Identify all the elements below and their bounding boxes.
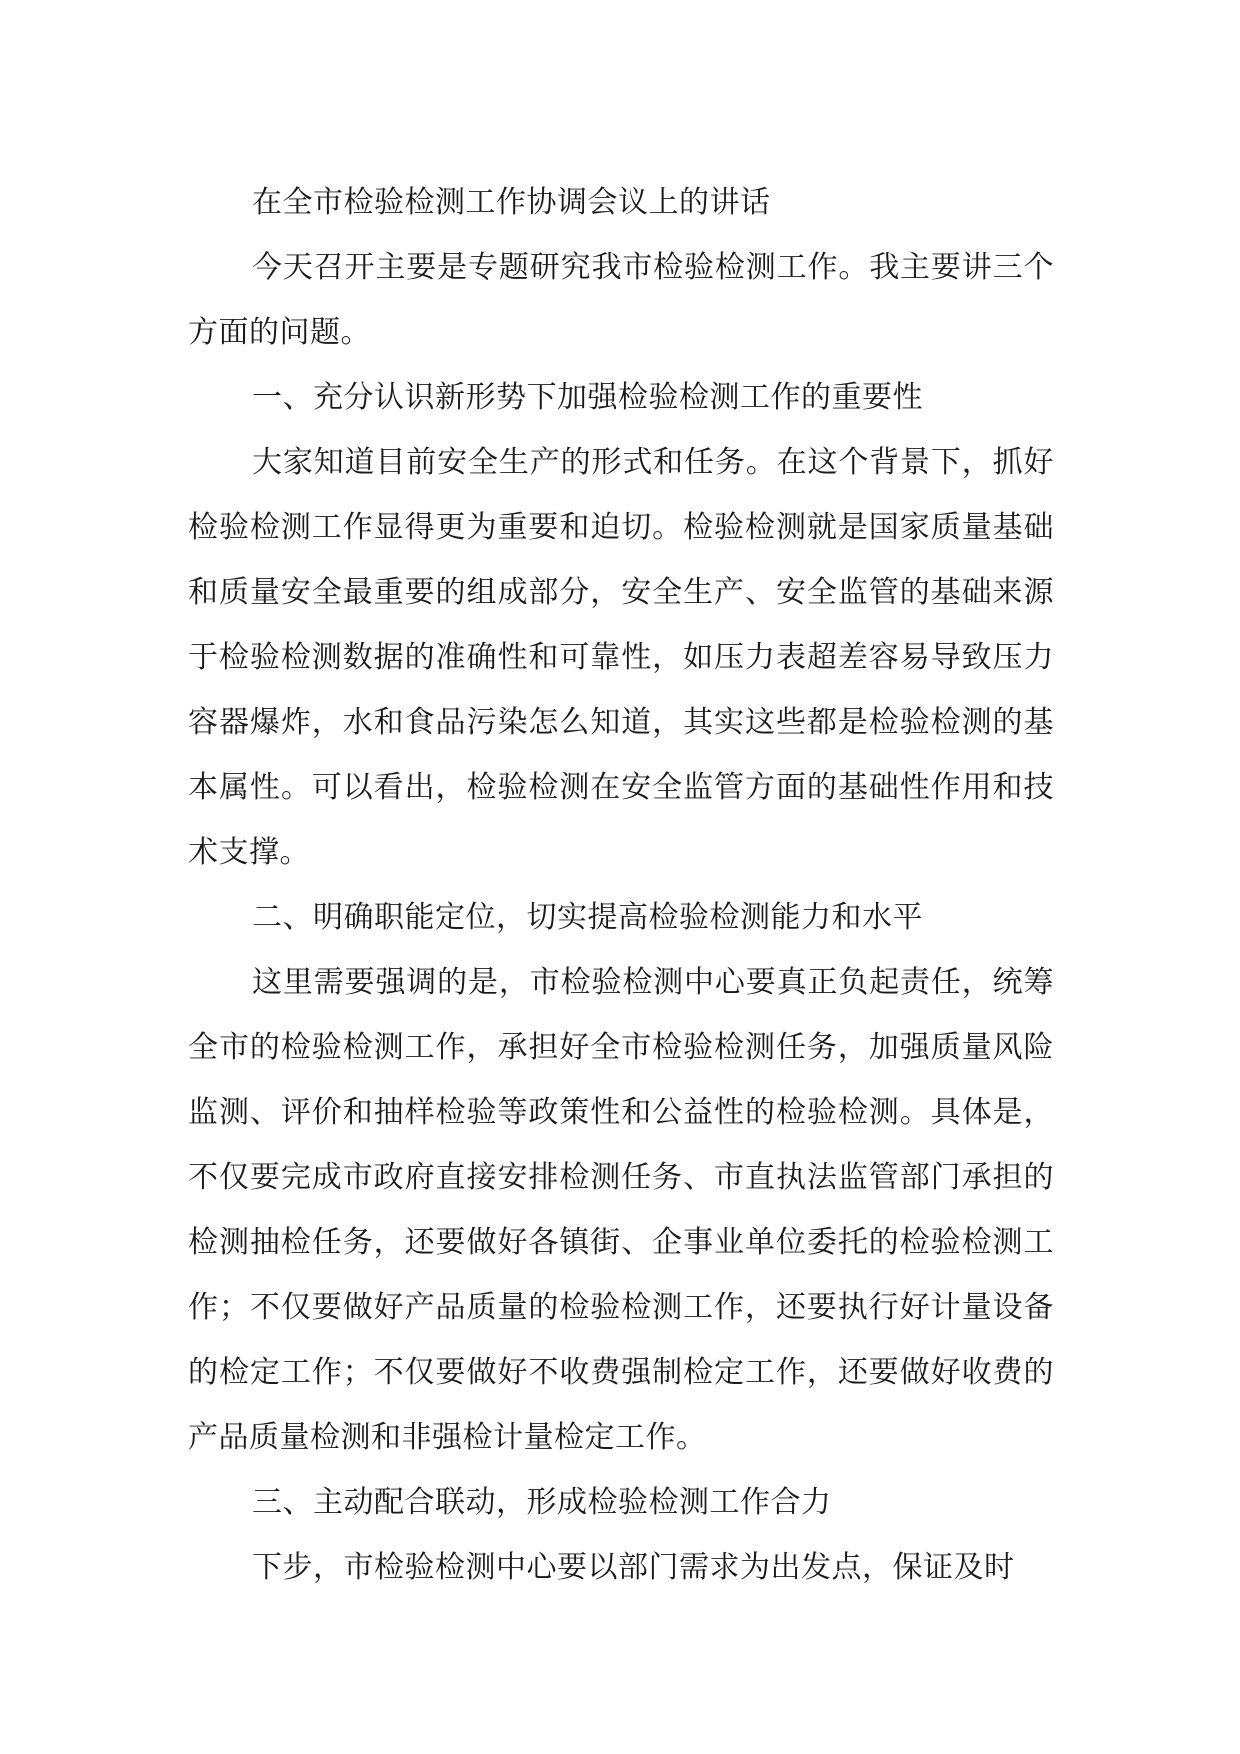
section-heading-2: 二、明确职能定位，切实提高检验检测能力和水平: [252, 900, 923, 935]
document-body: [188, 170, 1054, 1600]
body-paragraph: 下步，市检验检测中心要以部门需求为出发点，保证及时: [252, 1550, 1015, 1585]
intro-paragraph: 今天召开主要是专题研究我市检验检测工作。我主要讲三个方面的问题。: [188, 250, 1054, 350]
section-heading-3: 三、主动配合联动，形成检验检测工作合力: [252, 1485, 832, 1520]
body-paragraph: 大家知道目前安全生产的形式和任务。在这个背景下，抓好检验检测工作显得更为重要和迫切。检验检测就是国家质量基础和质量安全最重要的组成部分，安全生产、安全监管的基础来源于检验检测数据的准确性和可靠性，如压力表超差容易导致压力容器爆炸，水和食品污染怎么知道，其实这些都是检验检测的基本属性。可以看出，检验检测在安全监管方面的基础性作用和技术支撑。: [188, 445, 1054, 870]
document-title: 在全市检验检测工作协调会议上的讲话: [252, 185, 771, 220]
section-heading-1: 一、充分认识新形势下加强检验检测工作的重要性: [252, 380, 923, 415]
body-paragraph: 这里需要强调的是，市检验检测中心要真正负起责任，统筹全市的检验检测工作，承担好全市检验检测任务，加强质量风险监测、评价和抽样检验等政策性和公益性的检验检测。具体是，不仅要完成市政府直接安排检测任务、市直执法监管部门承担的检测抽检任务，还要做好各镇街、企事业单位委托的检验检测工作；不仅要做好产品质量的检验检测工作，还要执行好计量设备的检定工作；不仅要做好不收费强制检定工作，还要做好收费的产品质量检测和非强检计量检定工作。: [188, 965, 1054, 1455]
